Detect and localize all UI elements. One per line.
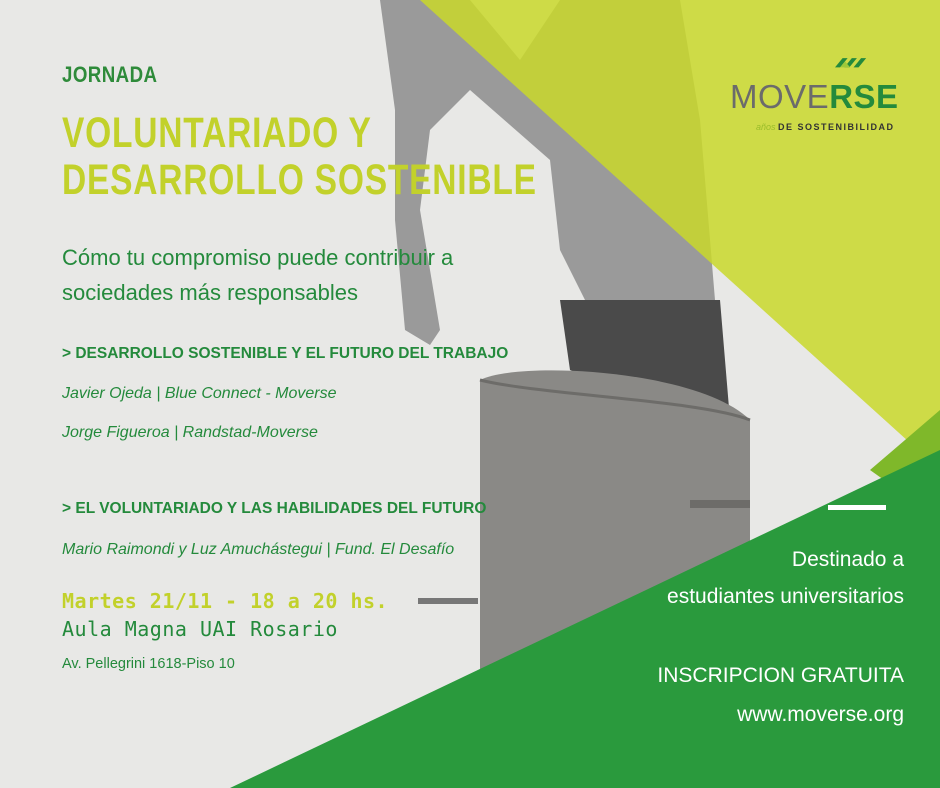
logo-tag-sostenibilidad: DE SOSTENIBILIDAD <box>778 122 895 132</box>
speaker-3: Mario Raimondi y Luz Amuchástegui | Fund. El Desafío <box>62 541 455 558</box>
logo-word-a: MOVE <box>730 78 830 115</box>
event-title <box>62 110 537 204</box>
logo-tagline <box>756 122 895 132</box>
section-heading-1: > DESARROLLO SOSTENIBLE Y EL FUTURO DEL TRABAJO <box>62 345 509 362</box>
speaker-1: Javier Ojeda | Blue Connect - Moverse <box>62 385 337 402</box>
title-line-1: VOLUNTARIADO Y <box>62 109 372 157</box>
event-venue: Aula Magna UAI Rosario <box>62 617 338 641</box>
subtitle-line-1: Cómo tu compromiso puede contribuir a <box>62 245 454 270</box>
event-address: Av. Pellegrini 1618-Piso 10 <box>62 656 235 672</box>
registration-label: INSCRIPCION GRATUITA <box>657 664 904 687</box>
website-link[interactable]: www.moverse.org <box>737 703 904 726</box>
event-subtitle <box>62 240 532 310</box>
logo-wordmark <box>730 78 899 116</box>
kicker-label: JORNADA <box>62 62 158 87</box>
subtitle-line-2: sociedades más responsables <box>62 280 358 305</box>
event-date: Martes 21/11 - 18 a 20 hs. <box>62 589 389 613</box>
target-line-1: Destinado a <box>791 548 904 571</box>
logo-word-b: RSE <box>829 78 899 115</box>
section-heading-2: > EL VOLUNTARIADO Y LAS HABILIDADES DEL FUTURO <box>62 500 487 517</box>
logo-tag-anos: años <box>756 122 776 132</box>
divider-bar <box>828 505 886 510</box>
title-line-2: DESARROLLO SOSTENIBLE <box>62 156 537 204</box>
speaker-2: Jorge Figueroa | Randstad-Moverse <box>62 424 318 441</box>
target-line-2: estudiantes universitarios <box>667 585 904 608</box>
